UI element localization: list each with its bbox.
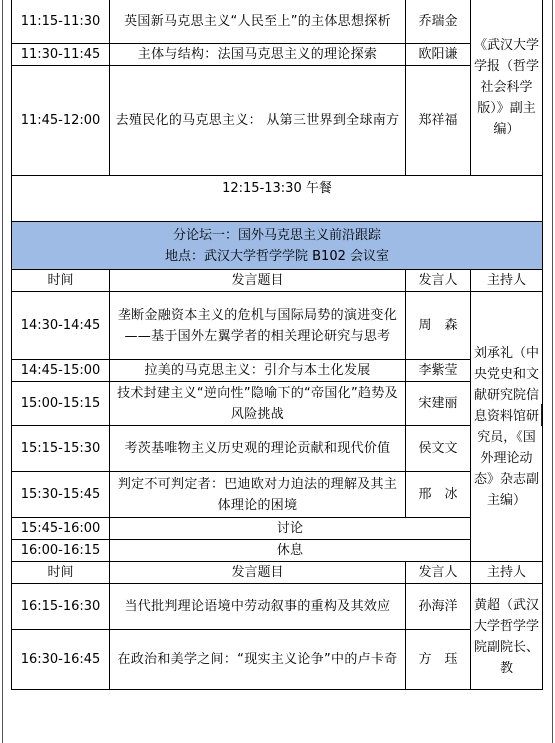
table-row [12, 472, 543, 518]
table-row [12, 292, 543, 360]
topic-cell: 技术封建主义“逆向性”隐喻下的“帝国化”趋势及风险挑战 [110, 382, 406, 426]
time-cell: 16:00-16:15 [12, 540, 110, 562]
time-cell: 16:30-16:45 [12, 630, 110, 690]
table-row [12, 360, 543, 382]
topic-cell: 垄断金融资本主义的危机与国际局势的演进变化——基于国外左翼学者的相关理论研究与思考 [110, 292, 406, 360]
header-time: 时间 [12, 562, 110, 584]
time-cell: 14:30-14:45 [12, 292, 110, 360]
speaker-cell: 孙海洋 [406, 584, 471, 630]
header-topic: 发言题目 [110, 562, 406, 584]
time-cell: 11:15-11:30 [12, 0, 110, 44]
header-speaker: 发言人 [406, 270, 471, 292]
left-page-edge [2, 0, 3, 743]
speaker-cell: 方 珏 [406, 630, 471, 690]
table-row [12, 0, 543, 44]
break-row [12, 540, 543, 562]
table-row [12, 426, 543, 472]
forum-row [12, 222, 543, 270]
time-cell: 11:45-12:00 [12, 66, 110, 176]
forum-header [12, 222, 543, 270]
speaker-cell: 侯文文 [406, 426, 471, 472]
forum-location: 地点：武汉大学哲学学院 B102 会议室 [165, 248, 389, 264]
forum-title: 分论坛一：国外马克思主义前沿跟踪 [172, 227, 381, 243]
discussion-row [12, 518, 543, 540]
schedule-table [11, 0, 543, 690]
header-host: 主持人 [471, 562, 543, 584]
speaker-cell: 欧阳谦 [406, 44, 471, 66]
host-cell: 《武汉大学学报（哲学社会科学版）》副主编） [471, 0, 543, 176]
discussion-label: 讨论 [110, 518, 471, 540]
time-cell: 15:45-16:00 [12, 518, 110, 540]
header-topic: 发言题目 [110, 270, 406, 292]
topic-cell: 拉美的马克思主义：引介与本土化发展 [110, 360, 406, 382]
speaker-cell: 乔瑞金 [406, 0, 471, 44]
speaker-cell: 李紫莹 [406, 360, 471, 382]
right-page-edge [552, 0, 553, 743]
time-cell: 15:30-15:45 [12, 472, 110, 518]
header-host: 主持人 [471, 270, 543, 292]
host-cell: 黄超（武汉大学哲学学院副院长、教 [471, 584, 543, 690]
table-row [12, 630, 543, 690]
speaker-cell: 郑祥福 [406, 66, 471, 176]
time-cell: 11:30-11:45 [12, 44, 110, 66]
header-time: 时间 [12, 270, 110, 292]
topic-cell: 英国新马克思主义“人民至上”的主体思想探析 [110, 0, 406, 44]
time-cell: 15:15-15:30 [12, 426, 110, 472]
time-cell: 14:45-15:00 [12, 360, 110, 382]
speaker-cell: 周 森 [406, 292, 471, 360]
lunch-cell: 12:15-13:30 午餐 [12, 176, 543, 222]
topic-cell: 判定不可判定者：巴迪欧对力迫法的理解及其主体理论的困境 [110, 472, 406, 518]
time-cell: 16:15-16:30 [12, 584, 110, 630]
topic-cell: 当代批判理论语境中劳动叙事的重构及其效应 [110, 584, 406, 630]
header-row [12, 562, 543, 584]
host-cell: 刘承礼（中央党史和文献研究院信息资料馆研究员，《国外理论动态》杂志副主编） [471, 292, 543, 562]
table-row [12, 382, 543, 426]
topic-cell: 主体与结构：法国马克思主义的理论探索 [110, 44, 406, 66]
time-cell: 15:00-15:15 [12, 382, 110, 426]
header-row [12, 270, 543, 292]
topic-cell: 考茨基唯物主义历史观的理论贡献和现代价值 [110, 426, 406, 472]
header-speaker: 发言人 [406, 562, 471, 584]
table-row [12, 66, 543, 176]
topic-cell: 去殖民化的马克思主义： 从第三世界到全球南方 [110, 66, 406, 176]
table-row [12, 584, 543, 630]
speaker-cell: 宋建丽 [406, 382, 471, 426]
break-label: 休息 [110, 540, 471, 562]
table-row [12, 44, 543, 66]
speaker-cell: 邢 冰 [406, 472, 471, 518]
lunch-row [12, 176, 543, 222]
topic-cell: 在政治和美学之间：“现实主义论争”中的卢卡奇 [110, 630, 406, 690]
